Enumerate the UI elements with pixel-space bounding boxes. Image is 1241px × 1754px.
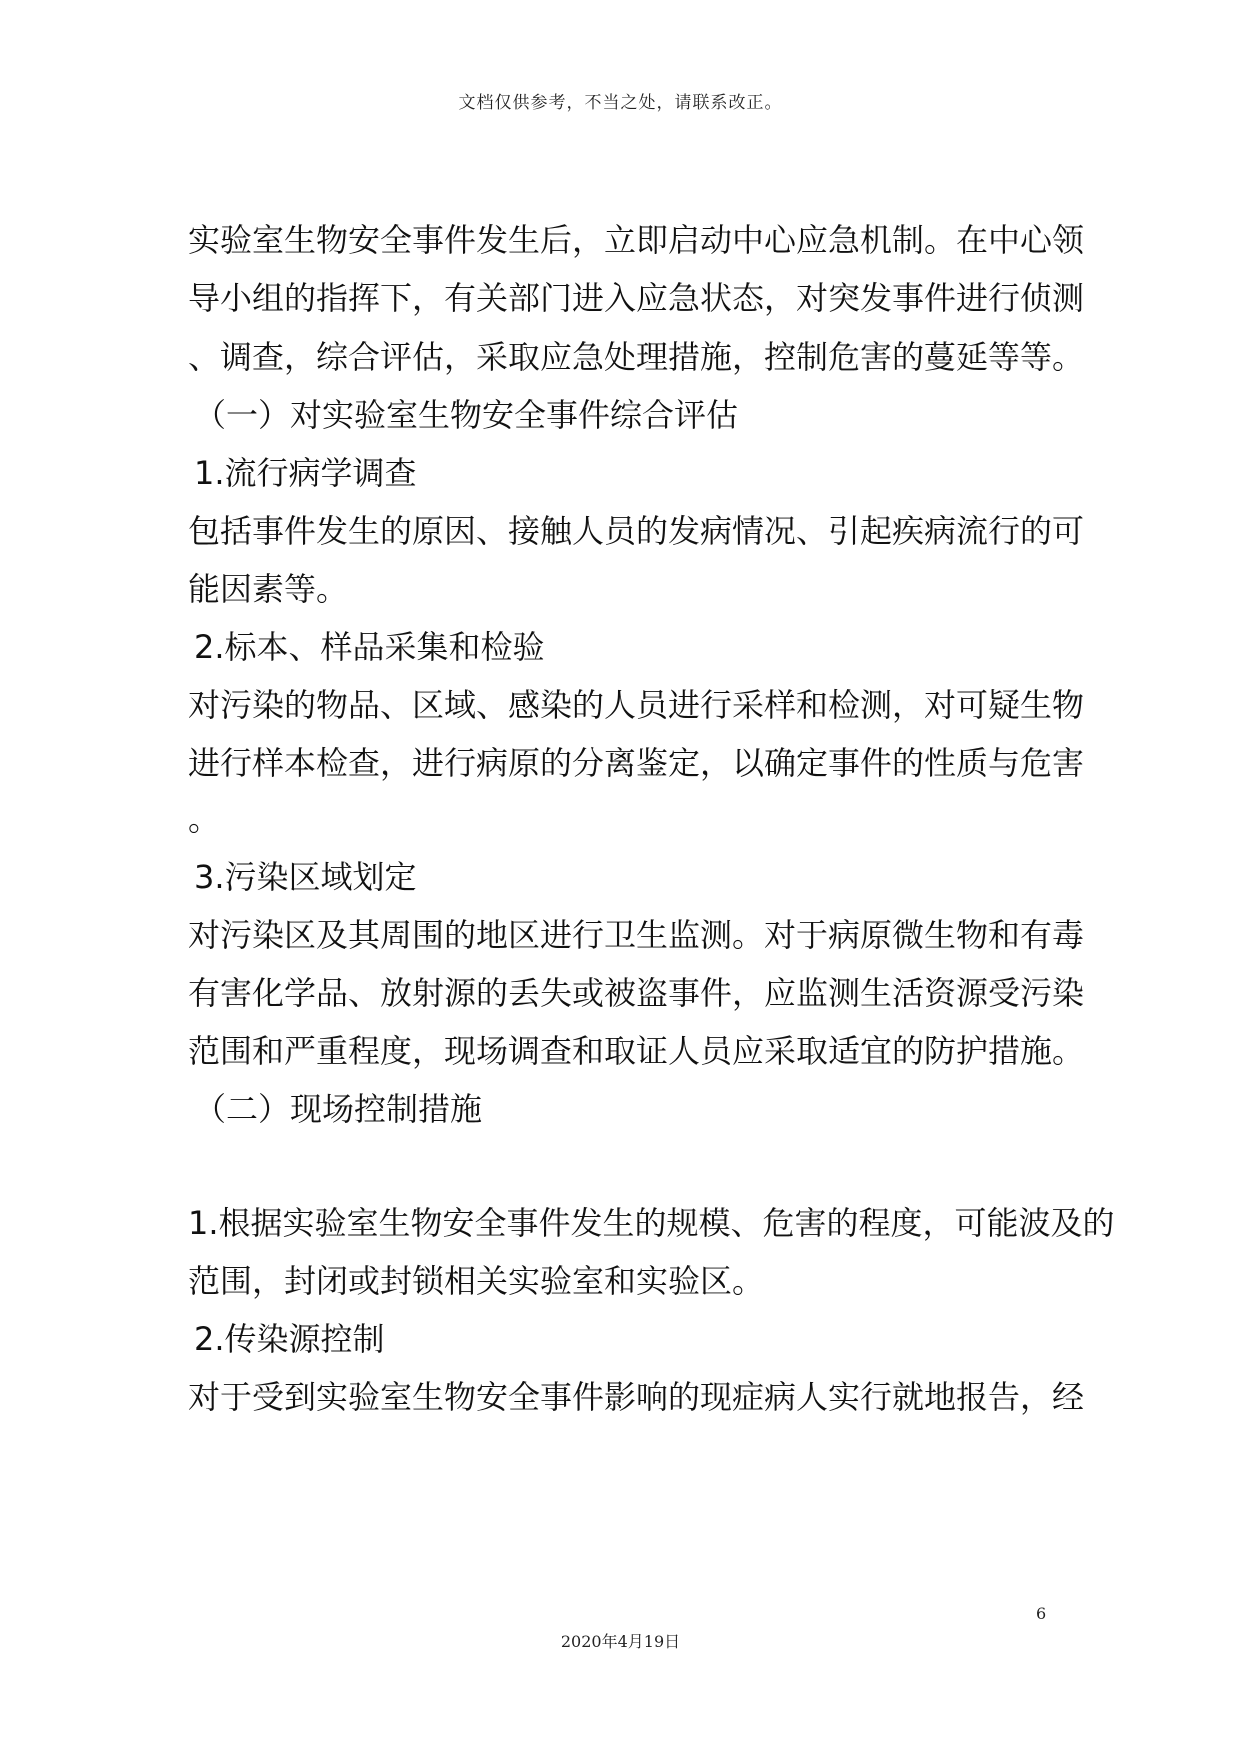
- paragraph-line: 范围和严重程度，现场调查和取证人员应采取适宜的防护措施。: [188, 1032, 1085, 1070]
- paragraph-line: 范围，封闭或封锁相关实验室和实验区。: [188, 1262, 765, 1300]
- header-disclaimer: 文档仅供参考，不当之处，请联系改正。: [458, 93, 783, 113]
- paragraph-line: 实验室生物安全事件发生后，立即启动中心应急机制。在中心领: [188, 221, 1085, 259]
- paragraph-line: 对污染的物品、区域、感染的人员进行采样和检测，对可疑生物: [188, 686, 1085, 724]
- paragraph-line: 包括事件发生的原因、接触人员的发病情况、引起疾病流行的可: [188, 512, 1085, 550]
- subsection-heading: 2.标本、样品采集和检验: [194, 628, 545, 666]
- paragraph-line: 对于受到实验室生物安全事件影响的现症病人实行就地报告，经: [188, 1378, 1085, 1416]
- section-heading: （一）对实验室生物安全事件综合评估: [194, 396, 739, 434]
- paragraph-line: 能因素等。: [188, 570, 349, 608]
- paragraph-line: 导小组的指挥下，有关部门进入应急状态，对突发事件进行侦测: [188, 279, 1085, 317]
- paragraph-line: 。: [188, 800, 221, 838]
- paragraph-line: 进行样本检查，进行病原的分离鉴定，以确定事件的性质与危害: [188, 744, 1085, 782]
- subsection-heading: 1.流行病学调查: [194, 454, 417, 492]
- paragraph-line: 1.根据实验室生物安全事件发生的规模、危害的程度，可能波及的: [188, 1204, 1115, 1242]
- subsection-heading: 2.传染源控制: [194, 1320, 385, 1358]
- paragraph-line: 对污染区及其周围的地区进行卫生监测。对于病原微生物和有毒: [188, 916, 1085, 954]
- footer-date: 2020年4月19日: [560, 1632, 681, 1651]
- page-number: 6: [1036, 1604, 1047, 1623]
- paragraph-line: 、调查，综合评估，采取应急处理措施，控制危害的蔓延等等。: [188, 338, 1085, 376]
- paragraph-line: 有害化学品、放射源的丢失或被盗事件，应监测生活资源受污染: [188, 974, 1085, 1012]
- section-heading: （二）现场控制措施: [194, 1090, 483, 1128]
- subsection-heading: 3.污染区域划定: [194, 858, 417, 896]
